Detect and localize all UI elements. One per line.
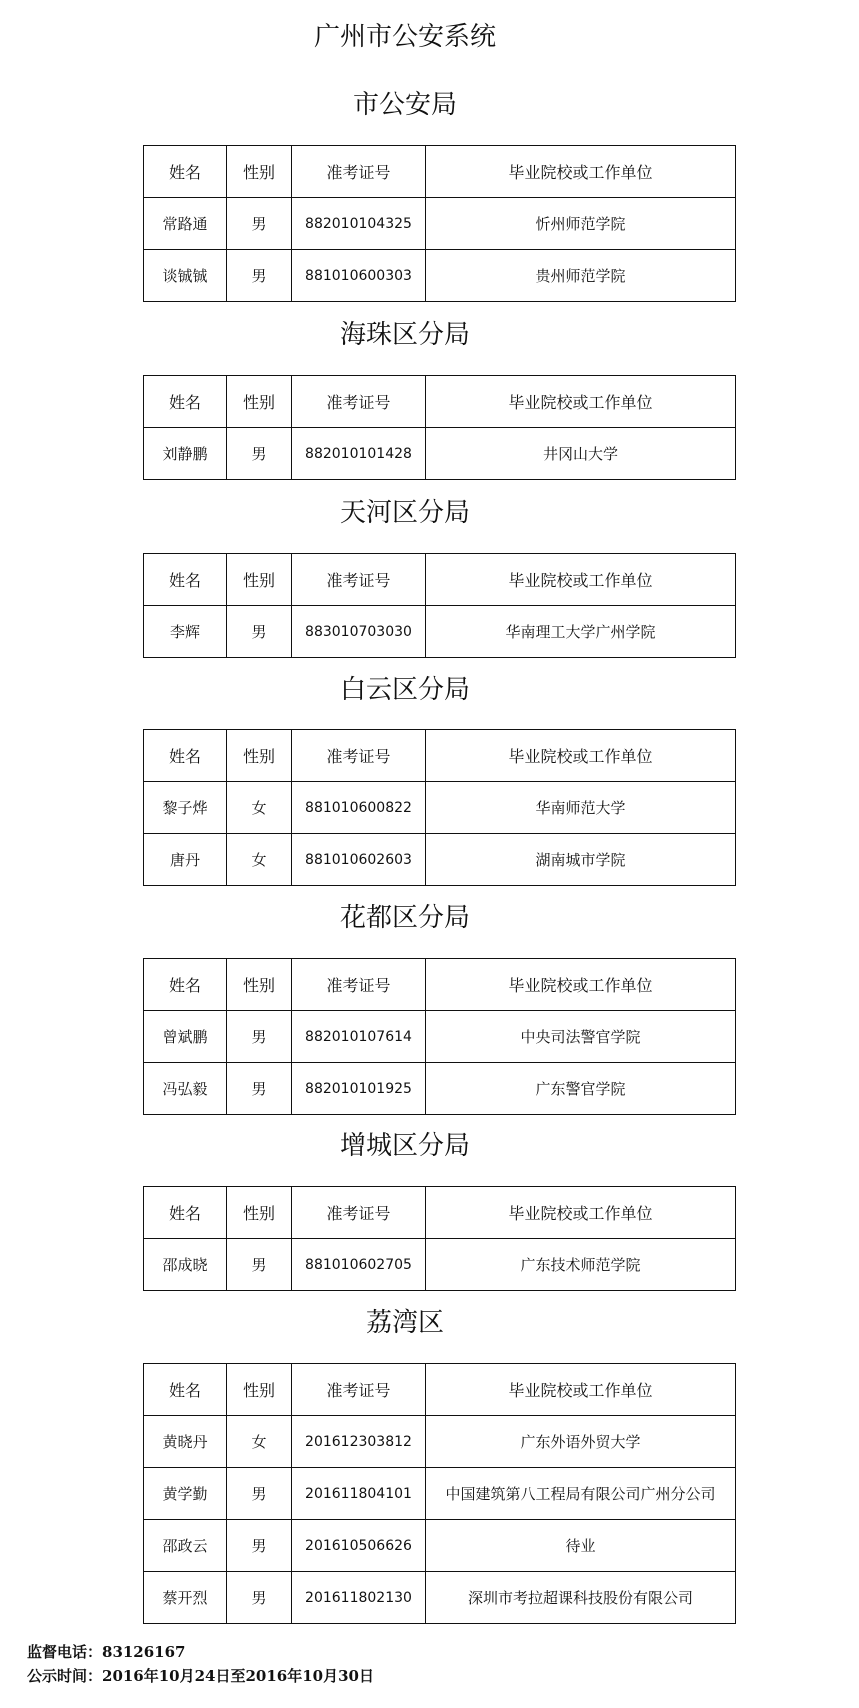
page-title: 广州市公安系统: [313, 22, 496, 52]
header-name: 姓名: [144, 959, 227, 1011]
cell-school: 广东警官学院: [426, 1063, 736, 1115]
header-gender: 性别: [227, 1364, 292, 1416]
cell-exam-id: 201611804101: [292, 1468, 426, 1520]
cell-gender: 男: [227, 1468, 292, 1520]
table-row: [144, 250, 736, 302]
header-exam-id: 准考证号: [292, 376, 426, 428]
cell-exam-id: 882010107614: [292, 1011, 426, 1063]
cell-name: 邵成晓: [144, 1239, 227, 1291]
table-header-row: [144, 730, 736, 782]
header-gender: 性别: [227, 554, 292, 606]
cell-gender: 女: [227, 834, 292, 886]
cell-name: 黄学勤: [144, 1468, 227, 1520]
table-header-row: [144, 1364, 736, 1416]
header-exam-id: 准考证号: [292, 554, 426, 606]
results-table: [143, 1186, 736, 1291]
table-row: [144, 606, 736, 658]
cell-school: 忻州师范学院: [426, 198, 736, 250]
cell-name: 曾斌鹏: [144, 1011, 227, 1063]
cell-school: 华南理工大学广州学院: [426, 606, 736, 658]
cell-exam-id: 883010703030: [292, 606, 426, 658]
cell-exam-id: 881010600822: [292, 782, 426, 834]
table-row: [144, 1468, 736, 1520]
table-row: [144, 782, 736, 834]
cell-gender: 男: [227, 198, 292, 250]
header-exam-id: 准考证号: [292, 730, 426, 782]
cell-gender: 男: [227, 1011, 292, 1063]
table-row: [144, 428, 736, 480]
header-gender: 性别: [227, 146, 292, 198]
cell-exam-id: 882010104325: [292, 198, 426, 250]
cell-school: 中央司法警官学院: [426, 1011, 736, 1063]
cell-gender: 男: [227, 1063, 292, 1115]
section-title: 天河区分局: [339, 498, 470, 528]
publicity-period: 公示时间：2016年10月24日至2016年10月30日: [27, 1667, 374, 1685]
header-name: 姓名: [144, 554, 227, 606]
cell-gender: 男: [227, 606, 292, 658]
cell-gender: 男: [227, 1572, 292, 1624]
header-school: 毕业院校或工作单位: [426, 146, 736, 198]
table-row: [144, 1520, 736, 1572]
section-title: 市公安局: [352, 90, 457, 120]
header-gender: 性别: [227, 959, 292, 1011]
section-title: 荔湾区: [365, 1308, 444, 1338]
table-row: [144, 1416, 736, 1468]
header-exam-id: 准考证号: [292, 1364, 426, 1416]
header-name: 姓名: [144, 1364, 227, 1416]
header-gender: 性别: [227, 1187, 292, 1239]
table-row: [144, 1239, 736, 1291]
table-row: [144, 1572, 736, 1624]
cell-name: 邵政云: [144, 1520, 227, 1572]
header-exam-id: 准考证号: [292, 1187, 426, 1239]
header-school: 毕业院校或工作单位: [426, 1364, 736, 1416]
cell-name: 黄晓丹: [144, 1416, 227, 1468]
cell-name: 蔡开烈: [144, 1572, 227, 1624]
cell-school: 井冈山大学: [426, 428, 736, 480]
header-name: 姓名: [144, 376, 227, 428]
cell-gender: 男: [227, 1520, 292, 1572]
header-gender: 性别: [227, 730, 292, 782]
cell-name: 唐丹: [144, 834, 227, 886]
cell-name: 李辉: [144, 606, 227, 658]
cell-school: 广东技术师范学院: [426, 1239, 736, 1291]
table-header-row: [144, 1187, 736, 1239]
header-name: 姓名: [144, 146, 227, 198]
cell-gender: 女: [227, 1416, 292, 1468]
cell-exam-id: 881010600303: [292, 250, 426, 302]
header-name: 姓名: [144, 1187, 227, 1239]
results-table: [143, 1363, 736, 1624]
cell-school: 华南师范大学: [426, 782, 736, 834]
cell-school: 广东外语外贸大学: [426, 1416, 736, 1468]
cell-school: 深圳市考拉超课科技股份有限公司: [426, 1572, 736, 1624]
cell-name: 刘静鹏: [144, 428, 227, 480]
cell-name: 黎子烨: [144, 782, 227, 834]
cell-exam-id: 881010602705: [292, 1239, 426, 1291]
section-title: 花都区分局: [339, 903, 470, 933]
cell-gender: 男: [227, 1239, 292, 1291]
table-header-row: [144, 959, 736, 1011]
cell-name: 谈铖铖: [144, 250, 227, 302]
cell-gender: 男: [227, 250, 292, 302]
header-gender: 性别: [227, 376, 292, 428]
header-exam-id: 准考证号: [292, 146, 426, 198]
header-exam-id: 准考证号: [292, 959, 426, 1011]
results-table: [143, 729, 736, 886]
cell-exam-id: 881010602603: [292, 834, 426, 886]
table-header-row: [144, 554, 736, 606]
table-row: [144, 198, 736, 250]
header-name: 姓名: [144, 730, 227, 782]
cell-school: 湖南城市学院: [426, 834, 736, 886]
supervision-phone: 监督电话：83126167: [27, 1643, 186, 1661]
cell-gender: 男: [227, 428, 292, 480]
header-school: 毕业院校或工作单位: [426, 1187, 736, 1239]
cell-school: 中国建筑第八工程局有限公司广州分公司: [426, 1468, 736, 1520]
cell-school: 待业: [426, 1520, 736, 1572]
results-table: [143, 145, 736, 302]
cell-school: 贵州师范学院: [426, 250, 736, 302]
cell-exam-id: 201612303812: [292, 1416, 426, 1468]
header-school: 毕业院校或工作单位: [426, 376, 736, 428]
header-school: 毕业院校或工作单位: [426, 959, 736, 1011]
cell-exam-id: 201610506626: [292, 1520, 426, 1572]
table-row: [144, 1011, 736, 1063]
cell-name: 冯弘毅: [144, 1063, 227, 1115]
cell-exam-id: 201611802130: [292, 1572, 426, 1624]
cell-name: 常路通: [144, 198, 227, 250]
table-row: [144, 834, 736, 886]
cell-gender: 女: [227, 782, 292, 834]
header-school: 毕业院校或工作单位: [426, 730, 736, 782]
table-row: [144, 1063, 736, 1115]
table-header-row: [144, 376, 736, 428]
header-school: 毕业院校或工作单位: [426, 554, 736, 606]
results-table: [143, 553, 736, 658]
cell-exam-id: 882010101925: [292, 1063, 426, 1115]
cell-exam-id: 882010101428: [292, 428, 426, 480]
section-title: 海珠区分局: [339, 320, 470, 350]
section-title: 增城区分局: [339, 1131, 470, 1161]
results-table: [143, 958, 736, 1115]
table-header-row: [144, 146, 736, 198]
section-title: 白云区分局: [339, 675, 470, 705]
results-table: [143, 375, 736, 480]
